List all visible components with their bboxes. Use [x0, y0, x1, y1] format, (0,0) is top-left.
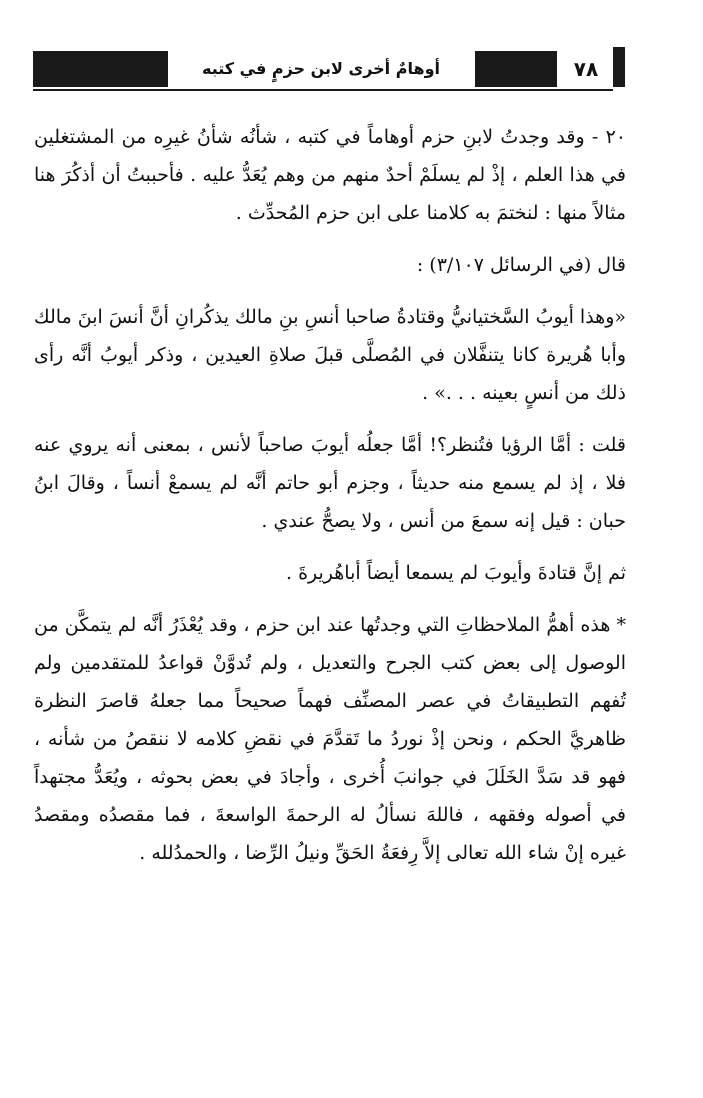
- paragraph-note: ثم إنَّ قتادةَ وأيوبَ لم يسمعا أيضاً أباهُريرةَ .: [285, 562, 626, 584]
- header-title: أوهامٌ أخرى لابن حزمٍ في كتبه: [201, 59, 440, 78]
- paragraph-conclusion: * هذه أهمُّ الملاحظاتِ التي وجدتُها عند ابن حزم ، وقد يُعْذَرُ أنَّه لم يتمكَّن من الوصول إلى بعض كتب الجرح والتعديل ، ولم تُدوَّنْ قواعدُ للمتقدمين ولم تُفهم التطبيقاتُ في عصر المصنِّف فهماً صحيحاً مما جعلهُ قاصرَ النظرة ظاهريَّ الحكم ، ونحن إذْ نوردُ ما تَقدَّمَ في نقضِ كلامه لا ننقصُ من شأنه ، فهو قد سَدَّ الخَلَلَ في جوانبَ أُخرى ، وأجادَ في بعض بحوثه ، ويُعَدُّ مجتهداً في أصوله وفقهه ، فاللهَ نسألُ له الرحمةَ الواسعةَ ، فما مقصدُه ومقصدُ غيره إنْ شاء الله تعالى إلاَّ رِفعَةُ الحَقِّ ونيلُ الرِّضا ، والحمدُلله .: [34, 614, 626, 864]
- header-rule: [33, 89, 613, 91]
- paragraph-20-intro: ٢٠ - وقد وجدتُ لابنِ حزم أوهاماً في كتبه ، شأنُه شأنُ غيرِه من المشتغلين في هذا العلم ، إذْ لم يسلَمْ أحدٌ منهم من وهم يُعَدُّ عليه . فأحببتُ أن أذكُرَ هنا مثالاً منها : لنختمَ به كلامنا على ابن حزم المُحدِّث .: [34, 126, 626, 224]
- paragraph-comment: قلت : أمَّا الرؤيا فتُنظر؟! أمَّا جعلُه أيوبَ صاحباً لأنس ، بمعنى أنه يروي عنه فلا ، إذ لم يسمع منه حديثاً ، وجزم أبو حاتم أنَّه لم يسمعْ أنساً ، وقالَ ابنُ حبان : قيل إنه سمعَ من أنس ، ولا يصحُّ عندي .: [34, 434, 626, 532]
- page-number: ٧٨: [573, 57, 599, 81]
- paragraph-quotation: «وهذا أيوبُ السَّختيانيُّ وقتادةُ صاحبا أنسِ بنِ مالك يذكُرانِ أنَّ أنسَ ابنَ مالك وأبا هُريرة كانا يتنفَّلان في المُصلَّى قبلَ صلاةِ العيدين ، وذكر أيوبُ أنَّه رأى ذلك من أنسٍ بعينه . . .» .: [33, 306, 626, 404]
- header-black-bar-right: [613, 47, 625, 87]
- running-header: [33, 47, 625, 91]
- page-body: [34, 118, 626, 872]
- header-black-bar-left: [33, 51, 168, 87]
- header-black-bar-middle: [475, 51, 557, 87]
- paragraph-citation: قال (في الرسائل ٣/١٠٧) :: [416, 254, 626, 276]
